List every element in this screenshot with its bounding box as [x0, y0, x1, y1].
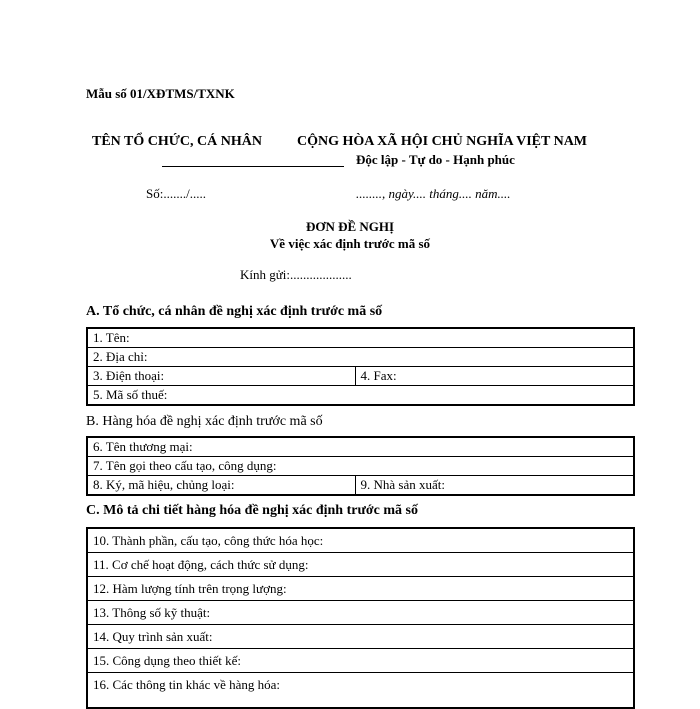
table-row: [87, 528, 634, 553]
table-row: [87, 457, 634, 476]
model-field[interactable]: 8. Ký, mã hiệu, chủng loại:: [87, 476, 355, 496]
national-motto: Độc lập - Tự do - Hạnh phúc: [356, 152, 515, 167]
manufacturer-field[interactable]: 9. Nhà sản xuất:: [355, 476, 634, 496]
organization-name-header: TÊN TỔ CHỨC, CÁ NHÂN: [92, 134, 262, 149]
table-row: [87, 348, 634, 367]
applicant-info-table: [86, 327, 635, 406]
table-row: [87, 625, 634, 649]
section-a-heading: A. Tổ chức, cá nhân đề nghị xác định trước mã số: [86, 304, 383, 319]
table-row: [87, 328, 634, 348]
goods-info-table: [86, 436, 635, 496]
recipient-line: Kính gửi:...................: [240, 267, 352, 282]
common-name-field[interactable]: 7. Tên gọi theo cấu tạo, công dụng:: [87, 457, 634, 476]
tax-code-field[interactable]: 5. Mã số thuế:: [87, 386, 634, 406]
table-row: [87, 553, 634, 577]
table-row: [87, 367, 634, 386]
name-field[interactable]: 1. Tên:: [87, 328, 634, 348]
section-c-heading: C. Mô tả chi tiết hàng hóa đề nghị xác định trước mã số: [86, 503, 418, 518]
document-title: ĐƠN ĐỀ NGHỊ: [305, 219, 395, 234]
production-process-field[interactable]: 14. Quy trình sản xuất:: [87, 625, 634, 649]
content-weight-field[interactable]: 12. Hàm lượng tính trên trọng lượng:: [87, 577, 634, 601]
goods-description-table: [86, 527, 635, 709]
trade-name-field[interactable]: 6. Tên thương mại:: [87, 437, 634, 457]
table-row: [87, 673, 634, 709]
technical-specs-field[interactable]: 13. Thông số kỹ thuật:: [87, 601, 634, 625]
table-row: [87, 601, 634, 625]
table-row: [87, 649, 634, 673]
table-row: [87, 577, 634, 601]
table-row: [87, 476, 634, 496]
composition-field[interactable]: 10. Thành phần, cấu tạo, công thức hóa học:: [87, 528, 634, 553]
form-code: Mẫu số 01/XĐTMS/TXNK: [86, 86, 235, 101]
header-divider-line: [162, 166, 344, 167]
fax-field[interactable]: 4. Fax:: [355, 367, 634, 386]
operation-field[interactable]: 11. Cơ chế hoạt động, cách thức sử dụng:: [87, 553, 634, 577]
date-place-line: ........, ngày.... tháng.... năm....: [356, 186, 511, 201]
document-subtitle: Về việc xác định trước mã số: [269, 236, 431, 251]
address-field[interactable]: 2. Địa chỉ:: [87, 348, 634, 367]
section-b-heading: B. Hàng hóa đề nghị xác định trước mã số: [86, 414, 323, 429]
document-number: Số:......./.....: [146, 186, 206, 201]
phone-field[interactable]: 3. Điện thoại:: [87, 367, 355, 386]
table-row: [87, 386, 634, 406]
national-title: CỘNG HÒA XÃ HỘI CHỦ NGHĨA VIỆT NAM: [297, 134, 588, 149]
design-purpose-field[interactable]: 15. Công dụng theo thiết kế:: [87, 649, 634, 673]
table-row: [87, 437, 634, 457]
other-info-field[interactable]: 16. Các thông tin khác về hàng hóa:: [87, 673, 634, 709]
